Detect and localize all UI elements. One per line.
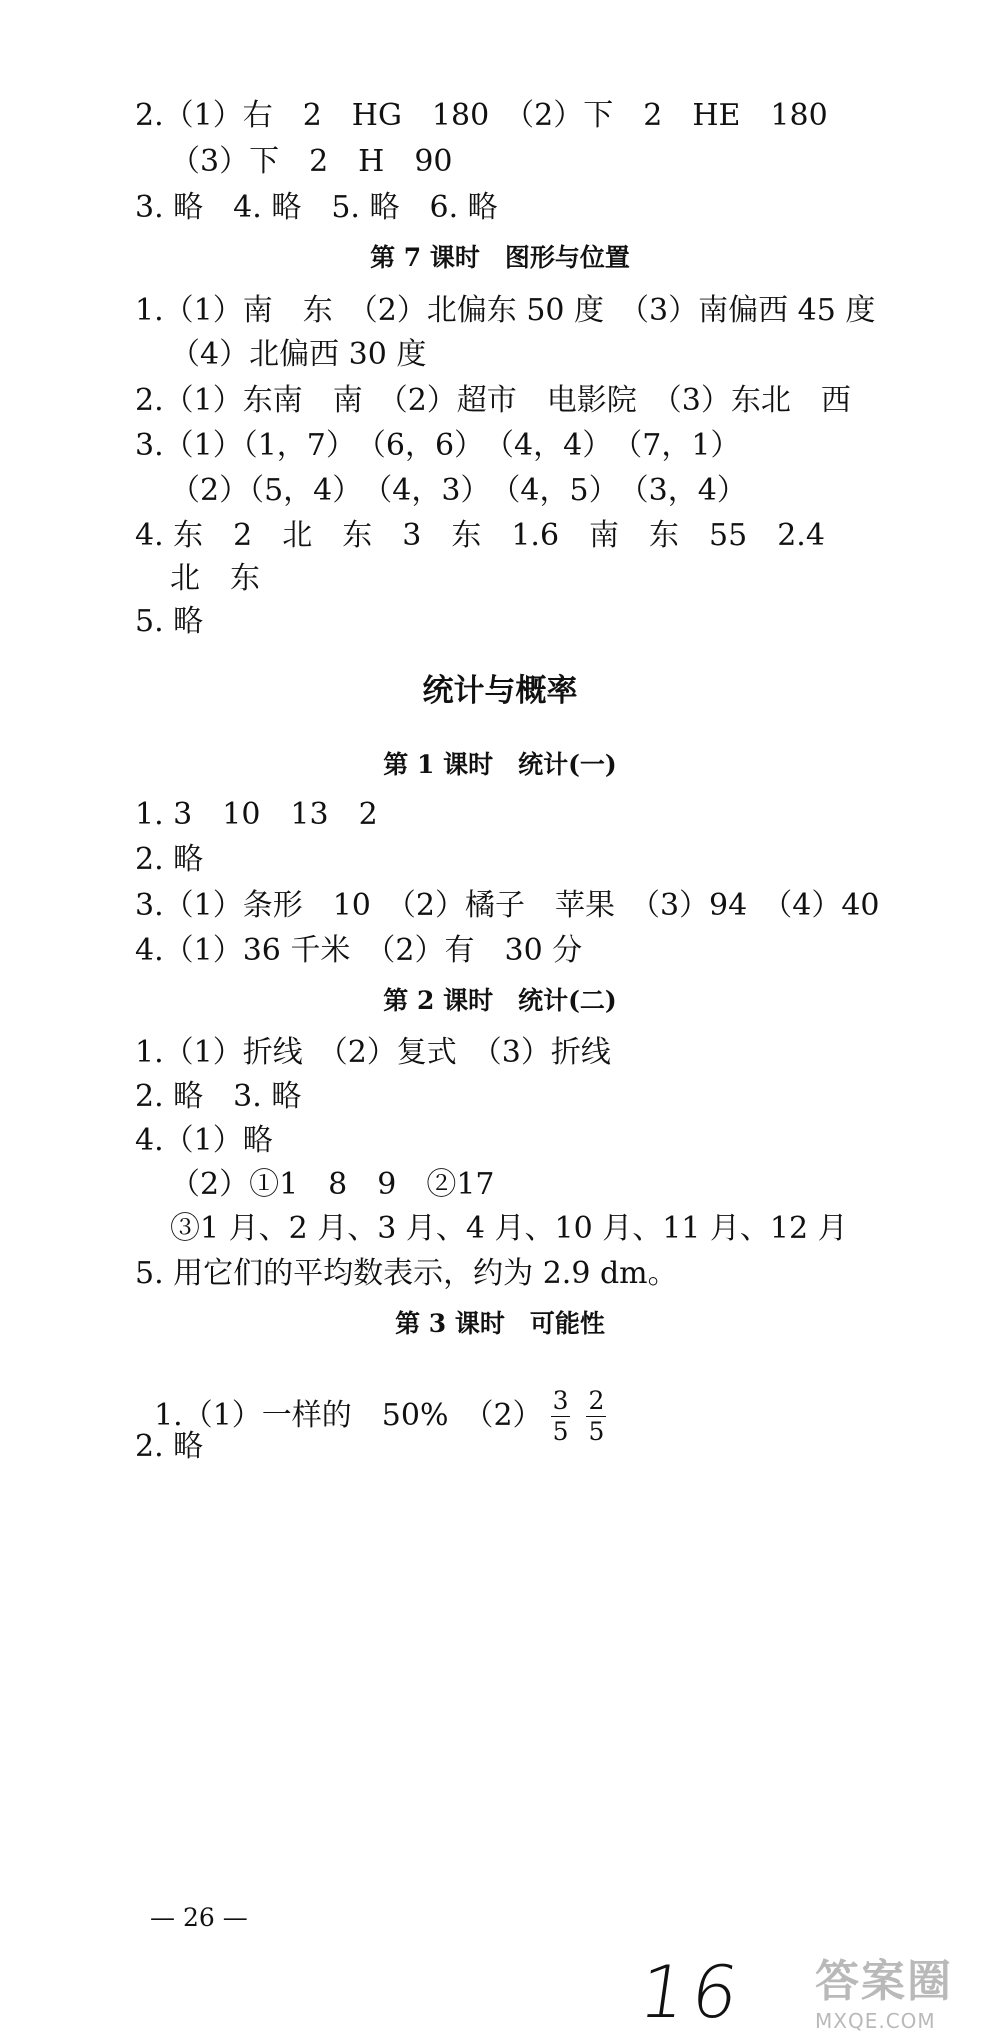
- fraction-denominator: 5: [588, 1417, 605, 1447]
- answer-line: 2.（1）东南 南 （2）超市 电影院 （3）东北 西: [135, 383, 851, 418]
- answer-line: 3. 略 4. 略 5. 略 6. 略: [135, 190, 498, 225]
- answer-line: 5. 用它们的平均数表示，约为 2.9 dm。: [135, 1256, 678, 1291]
- answer-line: 2. 略: [135, 1429, 204, 1464]
- answer-line: 4.（1）36 千米 （2）有 30 分: [135, 933, 583, 968]
- page-number: — 26 —: [150, 1903, 248, 1932]
- answer-line: （2）（5，4） （4，3） （4，5） （3，4）: [170, 473, 747, 508]
- fraction: [586, 1388, 606, 1446]
- section-heading: 统计与概率: [422, 673, 578, 709]
- answer-line: （2）①1 8 9 ②17: [170, 1167, 495, 1202]
- lesson-heading: 第 7 课时 图形与位置: [370, 243, 630, 272]
- answer-line: 1.（1）南 东 （2）北偏东 50 度 （3）南偏西 45 度: [135, 293, 876, 328]
- fraction-numerator: 2: [586, 1388, 606, 1417]
- answer-text: 1.（1）一样的 50% （2）: [154, 1397, 543, 1433]
- answer-line: 1. 3 10 13 2: [135, 797, 378, 832]
- answer-line: ③1 月、2 月、3 月、4 月、10 月、11 月、12 月: [170, 1211, 848, 1246]
- fraction-denominator: 5: [552, 1417, 569, 1447]
- fraction-numerator: 3: [551, 1388, 571, 1417]
- fraction: [551, 1388, 571, 1446]
- answer-line: 3.（1）条形 10 （2）橘子 苹果 （3）94 （4）40: [135, 888, 880, 923]
- watermark-url: MXQE.COM: [815, 2009, 936, 2033]
- answer-line-with-fractions: [135, 1358, 614, 1446]
- handwritten-note: 16: [634, 1950, 750, 2034]
- watermark-text: 答案圈: [815, 1956, 953, 2007]
- answer-line: 5. 略: [135, 604, 204, 639]
- answer-line: 1.（1）折线 （2）复式 （3）折线: [135, 1035, 611, 1070]
- answer-line: 2. 略 3. 略: [135, 1079, 302, 1114]
- answer-line: 北 东: [170, 561, 260, 596]
- answer-line: 3.（1）（1，7） （6，6） （4，4） （7，1）: [135, 428, 741, 463]
- answer-line: 2.（1）右 2 HG 180 （2）下 2 HE 180: [135, 98, 828, 133]
- answer-line: 2. 略: [135, 842, 204, 877]
- answer-line: 4. 东 2 北 东 3 东 1.6 南 东 55 2.4: [135, 518, 825, 553]
- answer-line: 4.（1）略: [135, 1123, 273, 1158]
- answer-line: （4）北偏西 30 度: [170, 337, 427, 372]
- lesson-heading: 第 3 课时 可能性: [395, 1309, 605, 1338]
- watermark: [815, 1945, 995, 2033]
- lesson-heading: 第 1 课时 统计(一): [383, 750, 617, 779]
- lesson-heading: 第 2 课时 统计(二): [383, 986, 617, 1015]
- answer-line: （3）下 2 H 90: [170, 144, 453, 179]
